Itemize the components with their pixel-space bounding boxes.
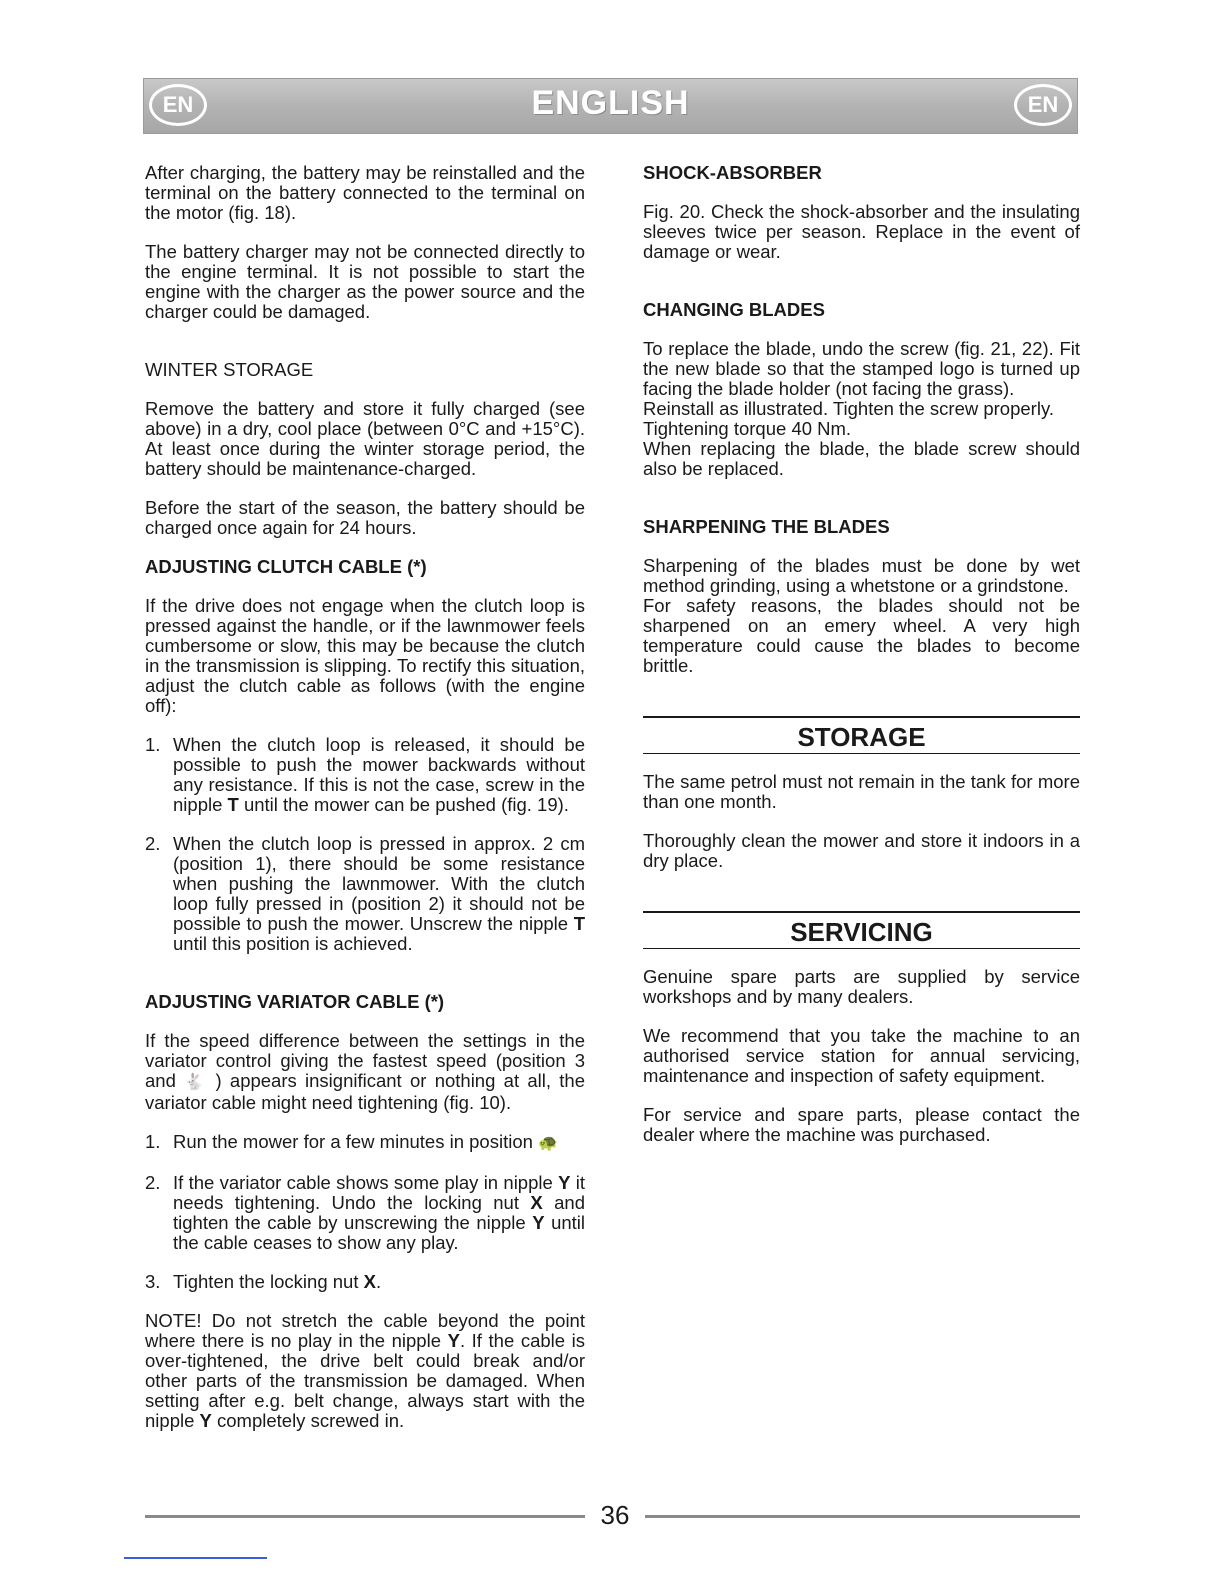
variator-steps (145, 1132, 585, 1292)
paragraph: Before the start of the season, the battery should be charged once again for 24 hours. (145, 497, 585, 538)
variator-cable-heading: ADJUSTING VARIATOR CABLE (*) (145, 991, 445, 1012)
list-item: 2. If the variator cable shows some play in nipple Y it needs tightening. Undo the locking nut X and tighten the cable by unscrewing the nipple Y until the cable ceases to show any play. (145, 1172, 586, 1253)
paragraph: For safety reasons, the blades should not be sharpened on an emery wheel. A very high temperature could cause the blades to become brittle. (643, 595, 1080, 676)
page-footer (145, 1500, 1080, 1532)
footnote-rule (124, 1557, 267, 1559)
page-number: 36 (600, 1500, 630, 1530)
paragraph: After charging, the battery may be reinstalled and the terminal on the battery connected to the terminal on the motor (fig. 18). (145, 162, 585, 223)
footer-rule-right (645, 1515, 1080, 1518)
paragraph: When replacing the blade, the blade screw should also be replaced. (643, 438, 1080, 479)
right-column (643, 163, 1080, 1164)
paragraph: For service and spare parts, please contact the dealer where the machine was purchased. (643, 1104, 1080, 1145)
paragraph: If the drive does not engage when the clutch loop is pressed against the handle, or if the lawnmower feels cumbersome or slow, this may be because the clutch in the transmission is slipping. To rectify this situation, adjust the clutch cable as follows (with the engine off): (145, 595, 585, 716)
note-paragraph: NOTE! Do not stretch the cable beyond the point where there is no play in the nipple Y. If the cable is over-tightened, the drive belt could break and/or other parts of the transmission be damaged. When setting after e.g. belt change, always start with the nipple Y completely screwed in. (145, 1310, 585, 1431)
paragraph: The battery charger may not be connected directly to the engine terminal. It is not possible to start the engine with the charger as the power source and the charger could be damaged. (145, 241, 585, 322)
list-item: 3. Tighten the locking nut X. (145, 1271, 382, 1292)
servicing-section-heading: SERVICING (643, 911, 1080, 949)
winter-storage-heading: WINTER STORAGE (145, 359, 314, 380)
list-item: 1. When the clutch loop is released, it should be possible to push the mower backwards without any resistance. If this is not the case, screw in the nipple T until the mower can be pushed (fig. 19). (145, 734, 585, 815)
paragraph: Reinstall as illustrated. Tighten the screw properly. (643, 398, 1054, 419)
list-item: 2. When the clutch loop is pressed in approx. 2 cm (position 1), there should be some resistance when pushing the lawnmower. With the clutch loop fully pressed in (position 2) it should not be possible to push the mower. Unscrew the nipple T until this position is achieved. (145, 833, 585, 954)
language-banner (143, 78, 1078, 134)
paragraph: Genuine spare parts are supplied by service workshops and by many dealers. (643, 966, 1080, 1007)
storage-section-heading: STORAGE (643, 716, 1080, 754)
clutch-steps (145, 735, 585, 954)
en-badge-left: EN (149, 84, 207, 126)
paragraph: Remove the battery and store it fully charged (see above) in a dry, cool place (between 0°C and +15°C). At least once during the winter storage period, the battery should be maintenance-charged. (145, 398, 585, 479)
paragraph: The same petrol must not remain in the tank for more than one month. (643, 771, 1080, 812)
footer-rule-left (145, 1515, 585, 1518)
paragraph: Tightening torque 40 Nm. (643, 418, 852, 439)
changing-blades-heading: CHANGING BLADES (643, 299, 825, 320)
turtle-icon: 🐢 (538, 1135, 558, 1152)
paragraph: Sharpening of the blades must be done by wet method grinding, using a whetstone or a grindstone. (643, 555, 1080, 596)
paragraph: If the speed difference between the settings in the variator control giving the fastest speed (position 3 and 🐇 ) appears insignificant or nothing at all, the variator cable might need tightening (fig. 10). (145, 1030, 585, 1113)
page-title: ENGLISH (531, 84, 690, 122)
en-badge-right: EN (1014, 84, 1072, 126)
sharpening-heading: SHARPENING THE BLADES (643, 516, 890, 537)
paragraph: Fig. 20. Check the shock-absorber and the insulating sleeves twice per season. Replace in the event of damage or wear. (643, 201, 1080, 262)
list-item: 1. Run the mower for a few minutes in position 🐢 (145, 1131, 558, 1152)
paragraph: Thoroughly clean the mower and store it indoors in a dry place. (643, 830, 1080, 871)
shock-absorber-heading: SHOCK-ABSORBER (643, 162, 822, 183)
left-column (145, 163, 585, 1450)
rabbit-icon: 🐇 (184, 1074, 208, 1091)
paragraph: To replace the blade, undo the screw (fig. 21, 22). Fit the new blade so that the stamped logo is turned up facing the blade holder (not facing the grass). (643, 338, 1080, 399)
paragraph: We recommend that you take the machine to an authorised service station for annual servicing, maintenance and inspection of safety equipment. (643, 1025, 1080, 1086)
clutch-cable-heading: ADJUSTING CLUTCH CABLE (*) (145, 556, 427, 577)
